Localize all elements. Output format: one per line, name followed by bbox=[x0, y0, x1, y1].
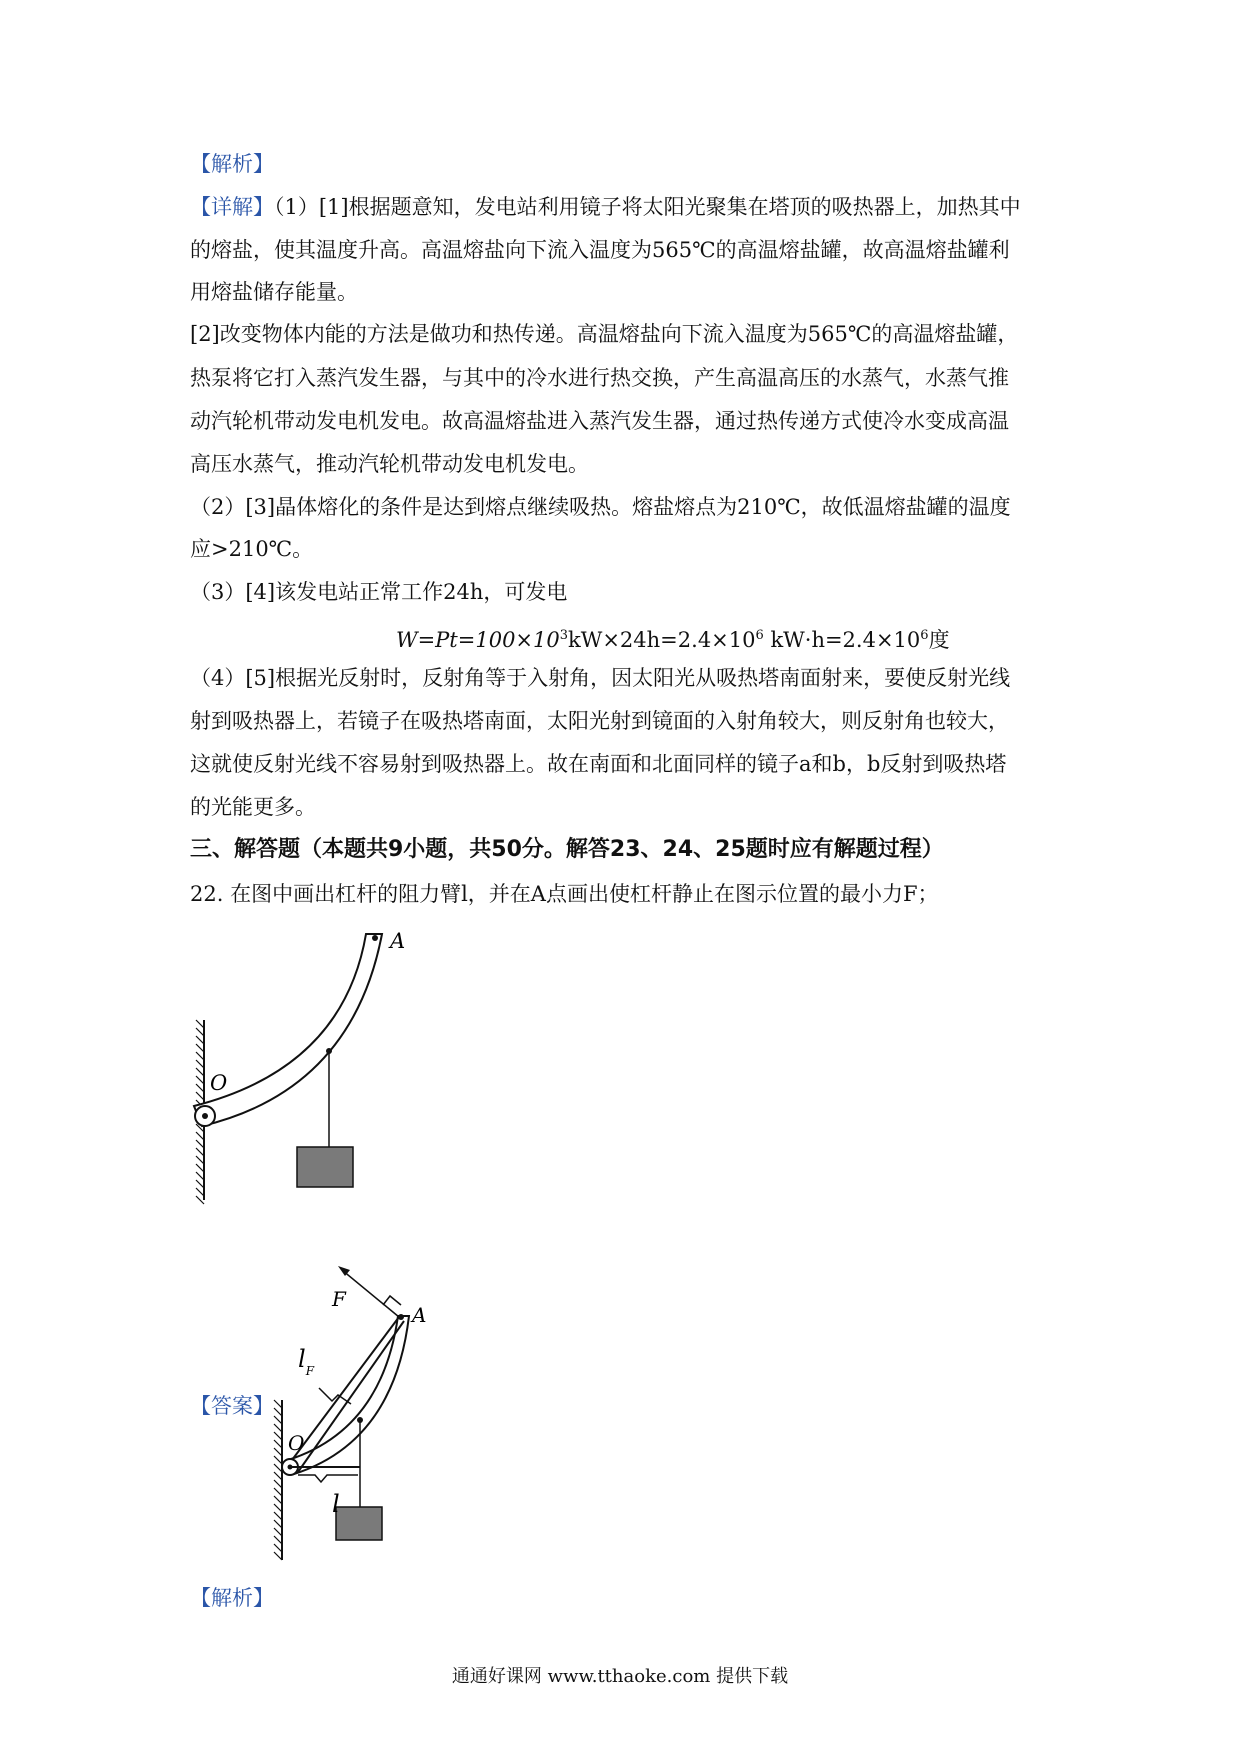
hatch-line bbox=[196, 1156, 204, 1164]
detail-line-4: [2]改变物体内能的方法是做功和热传递。高温熔盐向下流入温度为565℃的高温熔盐罐， bbox=[190, 322, 1019, 346]
hatch-line bbox=[196, 1020, 204, 1028]
lever-answer-figure bbox=[270, 1250, 490, 1570]
formula-lead: W=Pt=100×10 bbox=[396, 628, 560, 652]
detail-line-5: 热泵将它打入蒸汽发生器，与其中的冷水进行热交换，产生高温高压的水蒸气，水蒸气推 bbox=[190, 366, 1009, 390]
detail-line-14: 的光能更多。 bbox=[190, 795, 316, 819]
label-A: A bbox=[390, 929, 406, 953]
hatch-line bbox=[196, 1188, 204, 1196]
detail-text-1: （1）[1]根据题意知，发电站利用镜子将太阳光聚集在塔顶的吸热器上，加热其中 bbox=[274, 195, 1021, 219]
hatch-line bbox=[196, 1196, 204, 1204]
point-A-dot bbox=[372, 935, 378, 941]
detail-line-9: 应>210℃。 bbox=[190, 537, 314, 561]
hatch-line bbox=[196, 1068, 204, 1076]
answer-A-dot bbox=[398, 1314, 404, 1320]
hatch-line bbox=[274, 1416, 282, 1424]
hatch-line bbox=[196, 1180, 204, 1188]
hatch-line bbox=[274, 1400, 282, 1408]
hatch-line bbox=[274, 1512, 282, 1520]
hatch-line bbox=[196, 1060, 204, 1068]
hatch-line bbox=[196, 1076, 204, 1084]
answer-label-l: l bbox=[332, 1490, 340, 1518]
hatch-line bbox=[196, 1036, 204, 1044]
formula-exp-3: 6 bbox=[920, 628, 929, 643]
answer-wall-hatch-lines bbox=[274, 1400, 282, 1560]
hatch-line bbox=[274, 1504, 282, 1512]
hatch-line bbox=[196, 1132, 204, 1140]
explanation-tag: 【解析】 bbox=[190, 152, 274, 176]
lever-question-figure bbox=[180, 920, 420, 1210]
explanation-tag-2: 【解析】 bbox=[190, 1586, 274, 1610]
detail-line-12: 射到吸热器上，若镜子在吸热塔南面，太阳光射到镜面的入射角较大，则反射角也较大， bbox=[190, 709, 1009, 733]
detail-line-10: （3）[4]该发电站正常工作24h，可发电 bbox=[190, 580, 568, 604]
formula-tail: 度 bbox=[928, 628, 950, 652]
hatch-line bbox=[196, 1044, 204, 1052]
question-22: 22. 在图中画出杠杆的阻力臂l，并在A点画出使杠杆静止在图示位置的最小力F； bbox=[190, 882, 939, 906]
hatch-line bbox=[274, 1488, 282, 1496]
section-heading: 三、解答题（本题共9小题，共50分。解答23、24、25题时应有解题过程） bbox=[190, 837, 944, 862]
hatch-line bbox=[196, 1140, 204, 1148]
hatch-line bbox=[196, 1028, 204, 1036]
hatch-line bbox=[274, 1496, 282, 1504]
hatch-line bbox=[274, 1464, 282, 1472]
hatch-line bbox=[274, 1456, 282, 1464]
hatch-line bbox=[274, 1520, 282, 1528]
answer-label-lF: $l_F$ bbox=[298, 1345, 315, 1378]
hatch-line bbox=[274, 1480, 282, 1488]
label-O: O bbox=[210, 1071, 228, 1095]
formula-mid: kW×24h=2.4×10 bbox=[568, 628, 756, 652]
hatch-line bbox=[274, 1448, 282, 1456]
detail-line-13: 这就使反射光线不容易射到吸热器上。故在南面和北面同样的镜子a和b，b反射到吸热塔 bbox=[190, 752, 1007, 776]
right-angle-mark bbox=[383, 1296, 401, 1305]
arm-l-brace bbox=[298, 1475, 358, 1482]
answer-label-F: F bbox=[332, 1287, 346, 1311]
hatch-line bbox=[196, 1148, 204, 1156]
energy-formula bbox=[396, 622, 950, 654]
detail-line-3: 用熔盐储存能量。 bbox=[190, 280, 358, 304]
answer-pivot-dot bbox=[288, 1465, 293, 1470]
hatch-line bbox=[274, 1408, 282, 1416]
hatch-line bbox=[196, 1164, 204, 1172]
arm-lF-line-2 bbox=[298, 1321, 404, 1472]
answer-weight-block bbox=[336, 1507, 382, 1540]
hatch-line bbox=[196, 1092, 204, 1100]
pivot-dot bbox=[202, 1113, 208, 1119]
hatch-line bbox=[196, 1084, 204, 1092]
weight-block bbox=[297, 1147, 353, 1187]
answer-label-O: O bbox=[288, 1431, 305, 1455]
hatch-line bbox=[274, 1528, 282, 1536]
detail-line-6: 动汽轮机带动发电机发电。故高温熔盐进入蒸汽发生器，通过热传递方式使冷水变成高温 bbox=[190, 409, 1009, 433]
detail-tag: 【详解】 bbox=[190, 195, 274, 219]
force-F-arrow bbox=[342, 1270, 399, 1317]
detail-line-8: （2）[3]晶体熔化的条件是达到熔点继续吸热。熔盐熔点为210℃，故低温熔盐罐的温度 bbox=[190, 495, 1011, 519]
detail-line-7: 高压水蒸气，推动汽轮机带动发电机发电。 bbox=[190, 452, 589, 476]
curved-lever bbox=[194, 934, 382, 1126]
formula-mid-2: kW·h=2.4×10 bbox=[763, 628, 921, 652]
detail-line-2: 的熔盐，使其温度升高。高温熔盐向下流入温度为565℃的高温熔盐罐，故高温熔盐罐利 bbox=[190, 238, 1010, 262]
hatch-line bbox=[274, 1536, 282, 1544]
detail-line-1 bbox=[190, 193, 1021, 221]
page-footer: 通通好课网 www.tthaoke.com 提供下载 bbox=[451, 1666, 789, 1687]
formula-exp-1: 3 bbox=[559, 628, 569, 643]
answer-tag: 【答案】 bbox=[190, 1394, 274, 1418]
hatch-line bbox=[274, 1472, 282, 1480]
hatch-line bbox=[196, 1172, 204, 1180]
formula-exp-2: 6 bbox=[755, 628, 764, 643]
hatch-line bbox=[274, 1424, 282, 1432]
answer-label-A: A bbox=[412, 1303, 427, 1327]
hatch-line bbox=[196, 1052, 204, 1060]
hatch-line bbox=[274, 1552, 282, 1560]
hatch-line bbox=[274, 1432, 282, 1440]
detail-line-11: （4）[5]根据光反射时，反射角等于入射角，因太阳光从吸热塔南面射来，要使反射光线 bbox=[190, 666, 1011, 690]
hatch-line bbox=[274, 1440, 282, 1448]
hatch-line bbox=[274, 1544, 282, 1552]
